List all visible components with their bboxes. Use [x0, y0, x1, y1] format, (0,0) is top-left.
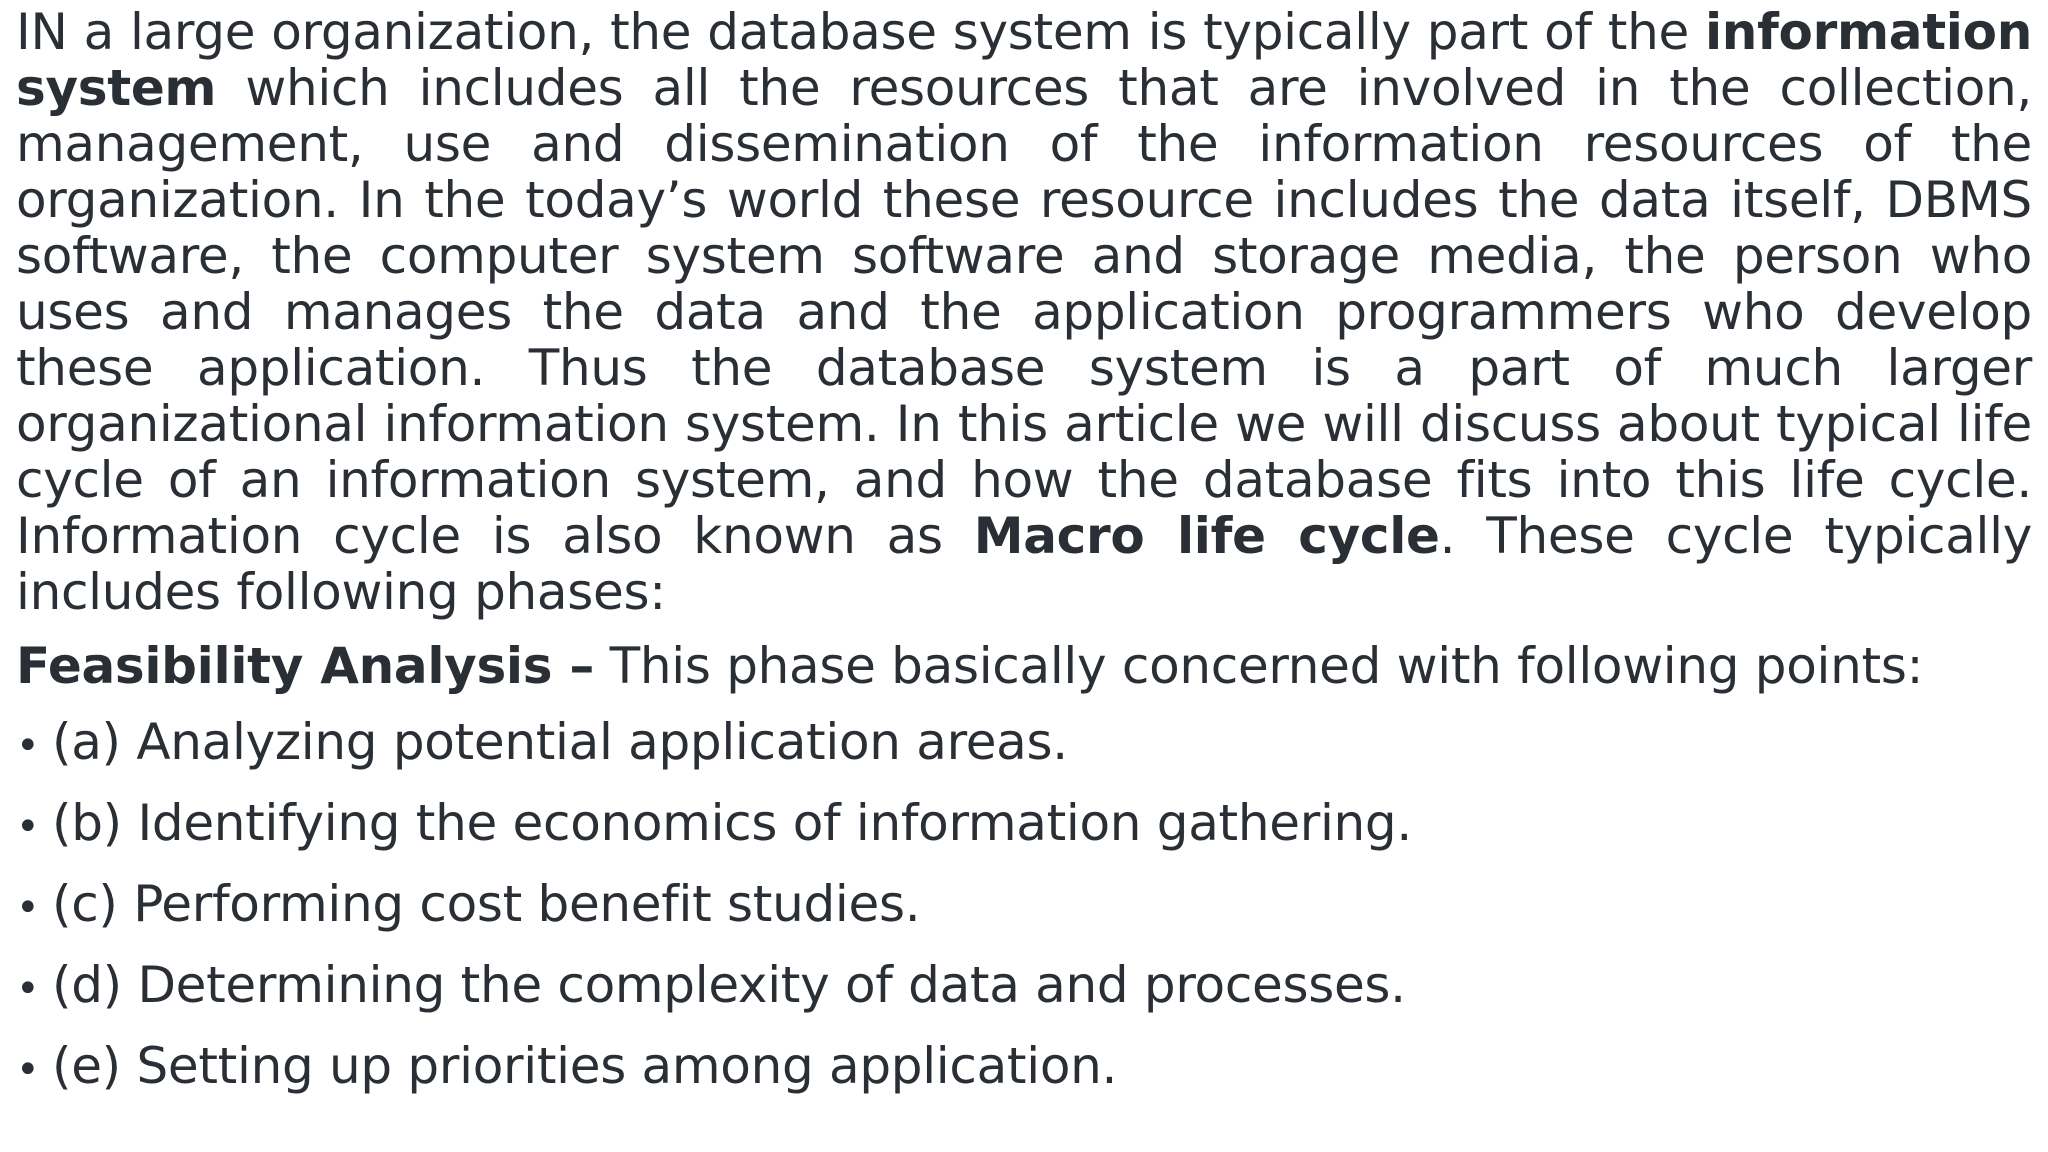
bullet-icon: • — [16, 885, 40, 931]
feasibility-list — [16, 714, 2032, 1098]
bullet-icon: • — [16, 966, 40, 1012]
feasibility-paragraph — [16, 638, 2032, 694]
list-item-text: (a) Analyzing potential application areas. — [52, 713, 1068, 771]
list-item — [16, 876, 2032, 936]
intro-bold-information-system: information system — [16, 3, 2032, 117]
feasibility-text: This phase basically concerned with following points: — [594, 637, 1924, 695]
list-item-text: (c) Performing cost benefit studies. — [52, 875, 921, 933]
list-item — [16, 714, 2032, 774]
intro-text-2: which includes all the resources that are involved in the collection, management, use and dissemination of the information resources of the organization. In the today’s world these resource includes the data itself, DBMS software, the computer system software and storage media, the person who uses and manages the data and the application programmers who develop these application. Thus the database system is a part of much larger organizational information system. In this article we will discuss about typical life cycle of an information system, and how the database fits into this life cycle. Information cycle is also known as — [16, 59, 2032, 565]
feasibility-heading: Feasibility Analysis – — [16, 637, 595, 695]
bullet-icon: • — [16, 723, 40, 769]
bullet-icon: • — [16, 804, 40, 850]
bullet-icon: • — [16, 1047, 40, 1093]
intro-bold-macro-life-cycle: Macro life cycle — [973, 507, 1440, 565]
list-item-text: (d) Determining the complexity of data and processes. — [52, 956, 1406, 1014]
intro-text-1: IN a large organization, the database system is typically part of the — [16, 3, 1705, 61]
list-item — [16, 957, 2032, 1017]
list-item-text: (e) Setting up priorities among application. — [52, 1037, 1118, 1095]
intro-text-3: . These cycle typically includes following phases: — [16, 507, 2033, 621]
list-item-text: (b) Identifying the economics of information gathering. — [52, 794, 1412, 852]
list-item — [16, 1038, 2032, 1098]
intro-paragraph — [16, 4, 2032, 620]
list-item — [16, 795, 2032, 855]
